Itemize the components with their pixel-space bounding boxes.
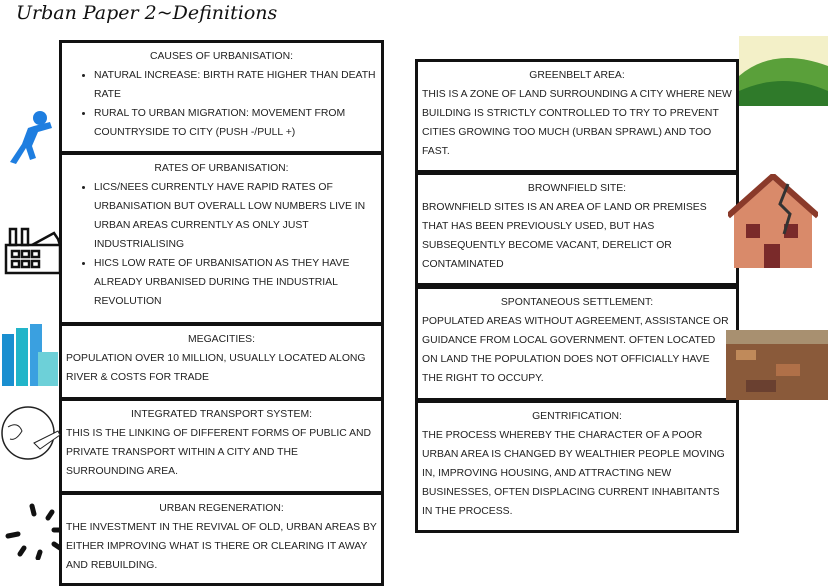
box-text: POPULATED AREAS WITHOUT AGREEMENT, ASSISTANCE OR GUIDANCE FROM LOCAL GOVERNMENT. OFTEN LOCATED ON LAND THE POPULATION DOES NOT OFFICIALLY HAVE THE RIGHT TO OCCUPY. <box>422 316 729 384</box>
box-heading: GENTRIFICATION: <box>532 411 622 422</box>
box-heading: BROWNFIELD SITE: <box>527 183 627 194</box>
box-text: POPULATION OVER 10 MILLION, USUALLY LOCATED ALONG RIVER & COSTS FOR TRADE <box>66 353 366 383</box>
brownfield-box <box>415 172 739 286</box>
box-heading: MEGACITIES: <box>188 334 255 345</box>
box-heading: INTEGRATED TRANSPORT SYSTEM: <box>130 409 313 420</box>
bullet: • RURAL TO URBAN MIGRATION: MOVEMENT FROM COUNTRYSIDE TO CITY (PUSH -/PULL +) <box>94 104 377 142</box>
bullet: • NATURAL INCREASE: BIRTH RATE HIGHER THAN DEATH RATE <box>94 66 377 104</box>
globe-plane-icon <box>0 403 62 465</box>
gentrification-box <box>415 400 739 533</box>
transport-box <box>59 398 384 494</box>
greenbelt-box <box>415 59 739 173</box>
box-text: BROWNFIELD SITES IS AN AREA OF LAND OR PREMISES THAT HAS BEEN PREVIOUSLY USED, BUT HAS SUBSEQUENTLY BECOME VACANT, DERELICT OR CONTAMINATED <box>422 202 707 270</box>
box-heading: SPONTANEOUS SETTLEMENT: <box>500 297 654 308</box>
settlement-box <box>415 286 739 401</box>
bullet: • HICS LOW RATE OF URBANISATION AS THEY HAVE ALREADY URBANISED DURING THE INDUSTRIAL REVOLUTION <box>94 254 377 311</box>
bullet: • LICS/NEES CURRENTLY HAVE RAPID RATES OF URBANISATION BUT OVERALL LOW NUMBERS LIVE IN URBAN AREAS CURRENTLY AS ONLY JUST INDUSTRIALISING <box>94 178 377 254</box>
box-heading: URBAN REGENERATION: <box>159 503 284 514</box>
greenbelt-landscape-image <box>739 36 828 106</box>
pushing-person-icon <box>6 108 56 166</box>
damaged-house-image <box>728 174 818 270</box>
page-title: Urban Paper 2~Definitions <box>16 2 278 24</box>
factory-icon <box>2 215 64 277</box>
box-text: THE INVESTMENT IN THE REVIVAL OF OLD, URBAN AREAS BY EITHER IMPROVING WHAT IS THERE OR CLEARING IT AWAY AND REBUILDING. <box>66 522 377 571</box>
sparkle-burst-icon <box>2 500 60 560</box>
box-heading: RATES OF URBANISATION: <box>154 163 289 174</box>
box-heading: GREENBELT AREA: <box>529 70 625 81</box>
megacities-box <box>59 323 384 400</box>
box-text: THIS IS THE LINKING OF DIFFERENT FORMS OF PUBLIC AND PRIVATE TRANSPORT WITHIN A CITY AND THE SURROUNDING AREA. <box>66 428 372 477</box>
rates-box <box>59 152 384 325</box>
box-text: THIS IS A ZONE OF LAND SURROUNDING A CITY WHERE NEW BUILDING IS STRICTLY CONTROLLED TO TRY TO PREVENT CITIES GROWING TOO MUCH (URBAN SPRAWL) AND TOO FAST. <box>422 89 732 157</box>
box-heading: CAUSES OF URBANISATION: <box>150 51 293 62</box>
regeneration-box <box>59 492 384 586</box>
slum-settlement-image <box>726 330 828 400</box>
causes-box <box>59 40 384 154</box>
box-text: THE PROCESS WHEREBY THE CHARACTER OF A POOR URBAN AREA IS CHANGED BY WEALTHIER PEOPLE MOVING IN, IMPROVING HOUSING, AND ATTRACTING NEW BUSINESSES, OFTEN DISPLACING CURRENT INHABITANTS IN THE PROCESS. <box>422 430 725 517</box>
city-buildings-icon <box>0 322 60 386</box>
